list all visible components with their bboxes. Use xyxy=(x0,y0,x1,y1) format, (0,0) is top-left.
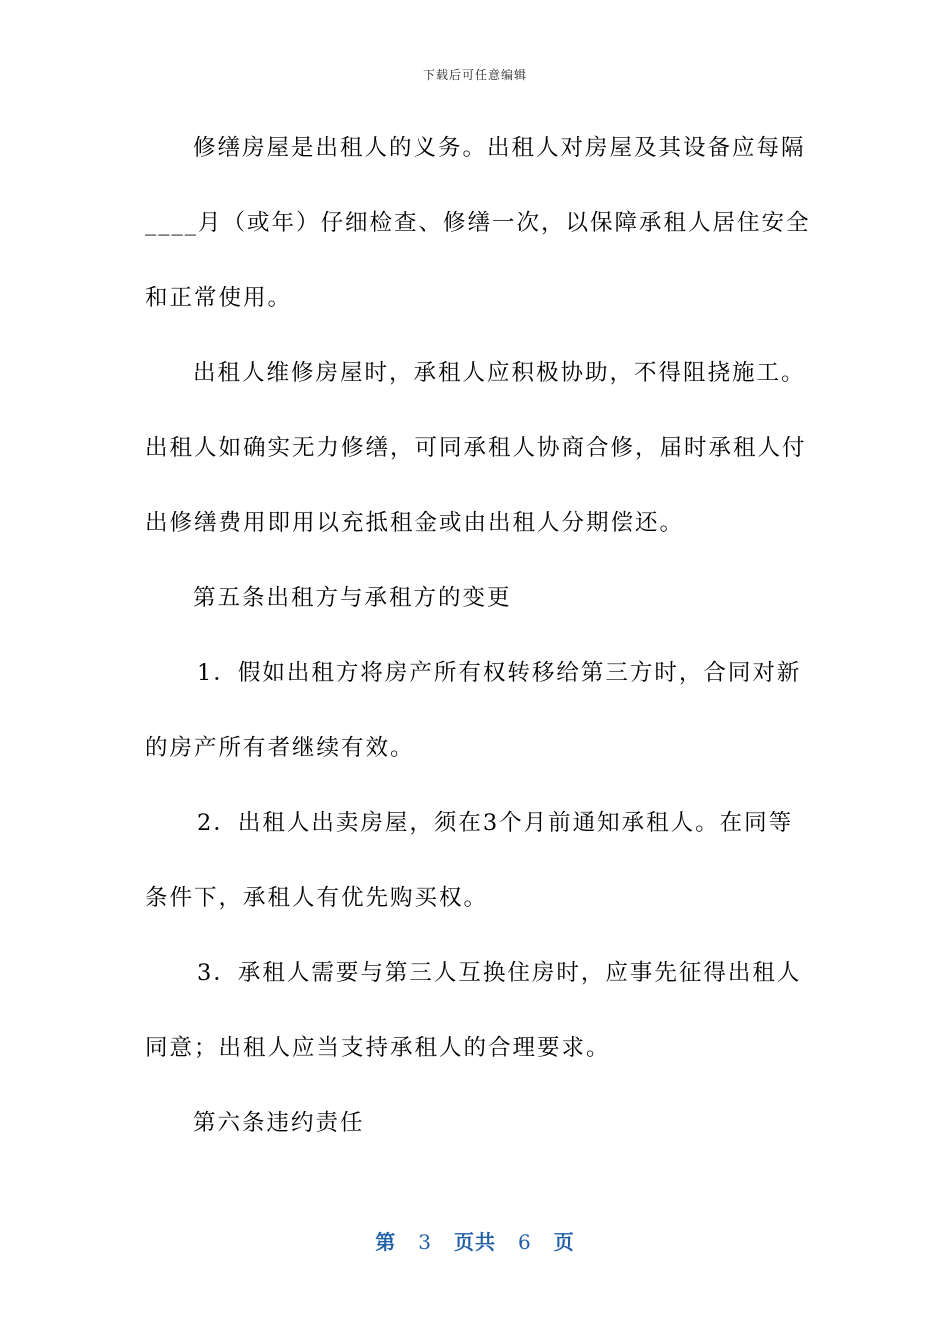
paragraph-line: 2．出租人出卖房屋，须在3个月前通知承租人。在同等 xyxy=(197,810,794,836)
section-heading: 第六条违约责任 xyxy=(193,1110,365,1136)
paragraph-line: 修缮房屋是出租人的义务。出租人对房屋及其设备应每隔 xyxy=(193,135,806,161)
section-heading: 第五条出租方与承租方的变更 xyxy=(193,585,512,611)
footer-suffix: 页 xyxy=(553,1230,575,1254)
paragraph-line: 出租人如确实无力修缮，可同承租人协商合修，届时承租人付 xyxy=(145,435,807,461)
footer-prefix: 第 xyxy=(375,1230,397,1254)
paragraph-line: 的房产所有者继续有效。 xyxy=(145,735,415,761)
paragraph-line: 同意；出租人应当支持承租人的合理要求。 xyxy=(145,1035,611,1061)
total-pages-number: 6 xyxy=(518,1230,532,1254)
paragraph-line: 和正常使用。 xyxy=(145,285,293,311)
paragraph-line: 3．承租人需要与第三人互换住房时，应事先征得出租人 xyxy=(197,960,802,986)
current-page-number: 3 xyxy=(418,1230,432,1254)
paragraph-line: 出修缮费用即用以充抵租金或由出租人分期偿还。 xyxy=(145,510,685,536)
page-footer xyxy=(0,1226,950,1255)
paragraph-line: 1．假如出租方将房产所有权转移给第三方时，合同对新 xyxy=(197,660,802,686)
footer-middle: 页共 xyxy=(454,1230,496,1254)
paragraph-line: 条件下，承租人有优先购买权。 xyxy=(145,885,489,911)
paragraph-line: 出租人维修房屋时，承租人应积极协助，不得阻挠施工。 xyxy=(193,360,806,386)
header-note: 下载后可任意编辑 xyxy=(422,68,527,82)
paragraph-line: ____月（或年）仔细检查、修缮一次，以保障承租人居住安全 xyxy=(145,210,811,236)
